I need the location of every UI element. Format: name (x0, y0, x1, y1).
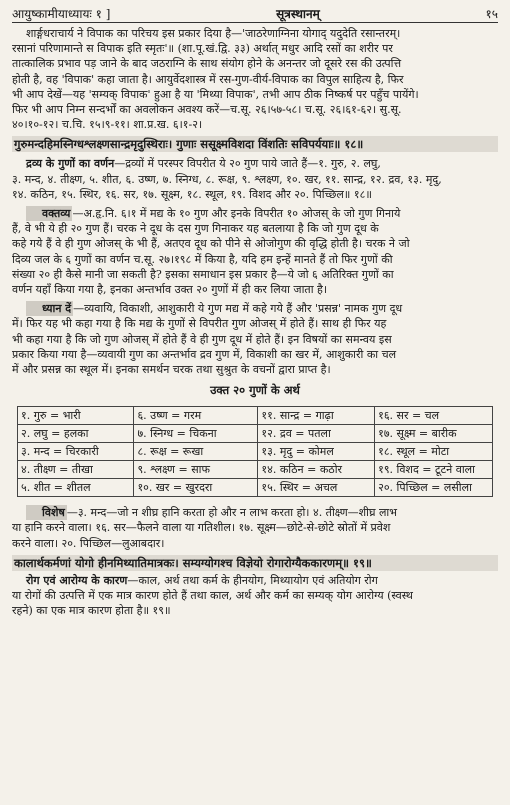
text-line: वक्तव्य —अ.हृ.नि. ६।१ में मद्य के १० गुण और इनके विपरीत १० ओजस् के जो गुण गिनाये (12, 206, 498, 221)
text-line: फिर भी आप निम्न सन्दर्भों का अवलोकन अवश्य करें—च.सू. २६।५७-५८। च.सू. २६।६१-६२। सु.सू. (12, 103, 402, 117)
text-line: ३. मन्द, ४. तीक्ष्ण, ५. शीत, ६. उष्ण, ७. स्निग्ध, ८. रूक्ष, ९. श्लक्ष्ण, १०. खर, ११. सान्द्र, १२. द्रव, १३. मृदु, (12, 172, 442, 186)
table-title: उक्त २० गुणों के अर्थ (210, 383, 300, 398)
text-line: शार्ङ्गधराचार्य ने विपाक का परिचय इस प्रकार दिया है—'जाठरेणाग्निना योगाद् यदुदेति रसान्तरम्। (26, 27, 401, 40)
vaktavya-paragraph (12, 206, 498, 297)
table-cell: १४. कठिन = कठोर (258, 461, 375, 479)
header-rule (12, 22, 498, 23)
text-line: १४. कठिन, १५. स्थिर, १६. सर, १७. सूक्ष्म, १८. स्थूल, १९. विशद और २०. पिच्छिल॥ १८॥ (12, 187, 372, 201)
text-line: दिव्य जल के ६ गुणों का वर्णन च.सू. २७।१९८ में किया है, यदि हम इन्हें मानते हैं तो फिर गुणों की (12, 252, 393, 266)
section-title: सूत्रस्थानम् (276, 6, 320, 21)
table-cell: १९. विशद = टूटने वाला (375, 461, 493, 479)
table-cell: ११. सान्द्र = गाढ़ा (258, 407, 375, 425)
text-line: रोग एवं आरोग्य के कारण—काल, अर्थ तथा कर्म के हीनयोग, मिथ्यायोग एवं अतियोग रोग (26, 573, 378, 587)
table-row (18, 479, 493, 497)
gunas-table (17, 406, 493, 497)
rog-heading: रोग एवं आरोग्य के कारण (26, 573, 128, 587)
text-line: वर्णन यहाँ किया गया है, इनका अन्तर्भाव उक्त २० गुणों में ही कर लिया जाता है। (12, 283, 328, 297)
table-cell: ५. शीत = शीतल (18, 479, 134, 497)
table-cell: १७. सूक्ष्म = बारीक (375, 425, 493, 443)
table-cell: १५. स्थिर = अचल (258, 479, 375, 497)
table-cell: १. गुरु = भारी (18, 407, 134, 425)
text-line: विशेष —३. मन्द—जो न शीघ्र हानि करता हो और न लाभ करता हो। ४. तीक्ष्ण—शीघ्र लाभ (12, 505, 498, 520)
chapter-name: आयुष्कामीयाध्यायः १ ] (12, 6, 111, 21)
page-header (12, 6, 498, 20)
dravya-paragraph (12, 156, 498, 202)
table-cell: १८. स्थूल = मोटा (375, 443, 493, 461)
text-line: भी कहा गया है कि जो गुण ओजस् में होते हैं वे ही गुण दूध में होते हैं। इन विषयों का समन्वय इस (12, 332, 392, 346)
sutra-verse-18: गुरुमन्दहिमस्निग्धश्लक्ष्णसान्द्रमृदुस्थिराः। गुणाः ससूक्ष्मविशदा विंशतिः सविपर्ययाः॥ १८॥ (12, 136, 498, 152)
text-line: या रोगों की उत्पत्ति में एक मात्र कारण होते हैं तथा काल, अर्थ और कर्म का सम्यक् योग आरोग्य (स्वस्थ (12, 589, 413, 603)
sutra-verse-19: कालार्थकर्मणां योगो हीनमिथ्यातिमात्रकः। सम्यग्योगश्च विज्ञेयो रोगारोग्यैककारणम्॥ १९॥ (12, 555, 498, 571)
table-row (18, 461, 493, 479)
vipak-paragraph (12, 26, 498, 132)
table-cell: १३. मृदु = कोमल (258, 443, 375, 461)
dhyan-label: ध्यान दें (26, 301, 73, 316)
table-row (18, 407, 493, 425)
table-cell: १२. द्रव = पतला (258, 425, 375, 443)
table-cell: ९. श्लक्ष्ण = साफ (134, 461, 258, 479)
table-cell: ६. उष्ण = गरम (134, 407, 258, 425)
text-line: कहे गये हैं वे ही गुण ओजस् के भी हैं, अतएव दूध को पीने से ओजोगुण की वृद्धि होती है। चरक ने जो (12, 237, 410, 251)
dhyan-paragraph (12, 301, 498, 377)
vaktavya-label: वक्तव्य (26, 206, 72, 221)
text-line: में और प्रसन्न का स्थूल में। इनका समर्थन चरक तथा सुश्रुत के वचनों द्वारा प्राप्त है। (12, 363, 331, 377)
text-line: भी आप देखें—यह 'सम्यक् विपाक' हुआ है या 'मिथ्या विपाक', तभी आप ठीक निष्कर्ष पर पहुँच पायेंगे। (12, 87, 419, 101)
table-cell: ७. स्निग्ध = चिकना (134, 425, 258, 443)
text-line: ध्यान दें —व्यवायि, विकाशी, आशुकारी ये गुण मद्य में कहे गये हैं और 'प्रसन्न' नामक गुण दूध (12, 301, 498, 316)
table-cell: ८. रूक्ष = रूखा (134, 443, 258, 461)
text-line: करने वाला। २०. पिच्छिल—लुआबदार। (12, 536, 165, 550)
table-cell: १६. सर = चल (375, 407, 493, 425)
rog-paragraph (12, 573, 498, 619)
text-line: रहने) का एक मात्र कारण होता है॥ १९॥ (12, 604, 171, 618)
text-line: में। फिर यह भी कहा गया है कि मद्य के गुणों से विपरीत गुण ओजस् में होते हैं। साथ ही फिर यह (12, 317, 387, 331)
text-line: या हानि करने वाला। १६. सर—फैलने वाला या गतिशील। १७. सूक्ष्म—छोटे-से-छोटे स्रोतों में प्रवेश (12, 521, 391, 535)
text-line: होती है, वह 'विपाक' कहा जाता है। आयुर्वेदशास्त्र में रस-गुण-वीर्य-विपाक का विपुल साहित्य है, फिर (12, 72, 404, 86)
text-line: प्रकार किया गया है—व्यवायी गुण का अन्तर्भाव द्रव गुण में, विकाशी का खर में, आशुकारी का चल (12, 347, 397, 361)
text-line: तात्कालिक प्रभाव पड़ जाने के बाद जठराग्नि के साथ संयोग होने के अनन्तर जो दूसरे रस की उत्पत्ति (12, 57, 402, 71)
page-number: १५ (485, 6, 498, 21)
text-line: द्रव्य के गुणों का वर्णन—द्रव्यों में परस्पर विपरीत ये २० गुण पाये जाते हैं—१. गुरु, २. लघु, (26, 157, 381, 171)
vishesh-label: विशेष (26, 505, 67, 520)
text-line: रसानां परिणामान्ते स विपाक इति स्मृतः'॥ (शा.पू.खं.द्वि. ३३) अर्थात् मधुर आदि रसों का शरीर पर (12, 42, 393, 56)
table-cell: ३. मन्द = चिरकारी (18, 443, 134, 461)
table-row (18, 443, 493, 461)
text-line: ४०।१०-१२। च.चि. १५।९-११। शा.प्र.ख. ६।१-२। (12, 118, 203, 132)
table-cell: २. लघु = हलका (18, 425, 134, 443)
text-line: हैं, वे भी ये ही २० गुण हैं। चरक ने दूध के दस गुण गिनाकर यह बतलाया है कि जो गुण दूध के (12, 222, 379, 236)
dravya-heading: द्रव्य के गुणों का वर्णन (26, 157, 115, 171)
vishesh-paragraph (12, 505, 498, 551)
table-cell: १०. खर = खुरदरा (134, 479, 258, 497)
table-row (18, 425, 493, 443)
table-cell: ४. तीक्ष्ण = तीखा (18, 461, 134, 479)
table-cell: २०. पिच्छिल = लसीला (375, 479, 493, 497)
text-line: संख्या २० ही कैसे मानी जा सकती है? इसका समाधान इस प्रकार है—ये जो ६ अतिरिक्त गुणों का (12, 267, 394, 281)
